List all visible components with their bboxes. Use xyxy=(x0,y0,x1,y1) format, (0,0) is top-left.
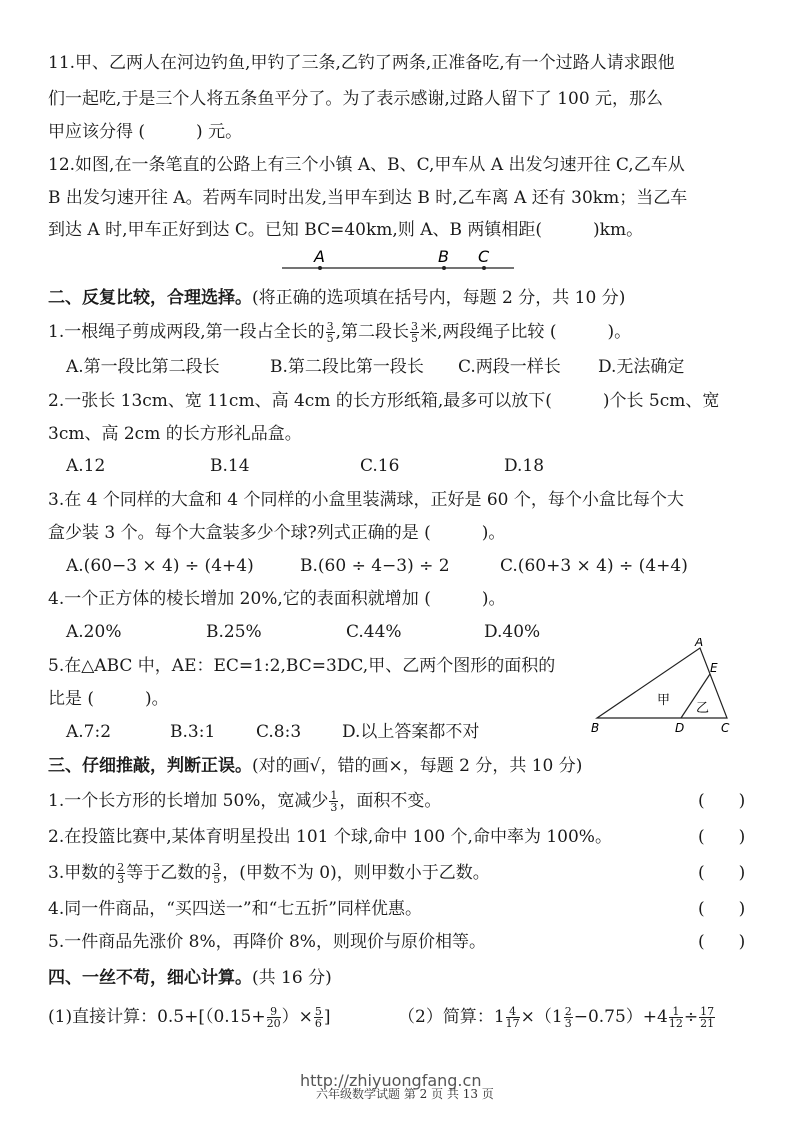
q2-4-option-b: B.25% xyxy=(206,622,262,642)
q2-4-option-a: A.20% xyxy=(66,622,122,642)
section3-heading xyxy=(48,755,582,777)
q2-3-option-b: B.(60 ÷ 4−3) ÷ 2 xyxy=(300,556,450,576)
q2-1-fraction-2-num: 3 xyxy=(411,320,419,333)
calc2-part2: ×（1 xyxy=(520,1007,563,1027)
triangle-label-yi: 乙 xyxy=(696,701,710,716)
q3-3-stem xyxy=(48,862,490,885)
q2-4-line1: 4.一个正方体的棱长增加 20%,它的表面积就增加 ( )。 xyxy=(48,589,506,609)
q3-4-line: 4.同一件商品，“买四送一”和“七五折”同样优惠。 xyxy=(48,899,422,919)
road-figure xyxy=(270,244,520,276)
calc1-fraction-1 xyxy=(267,1006,281,1029)
calc2-fraction-4-den: 21 xyxy=(700,1017,715,1030)
calc2-fraction-1-den: 17 xyxy=(505,1017,520,1030)
road-label-a: A xyxy=(314,247,325,266)
q2-5-line2: 比是 ( )。 xyxy=(48,689,169,709)
q3-1-fraction-den: 3 xyxy=(330,801,338,814)
q2-3-option-a: A.(60−3 × 4) ÷ (4+4) xyxy=(66,556,254,576)
q11-line1: 11.甲、乙两人在河边钓鱼,甲钓了三条,乙钓了两条,正准备吃,有一个过路人请求跟他 xyxy=(48,53,675,73)
road-label-b: B xyxy=(438,247,449,266)
q2-1-fraction-2-den: 5 xyxy=(411,332,419,345)
q3-3-part1: 3.甲数的 xyxy=(48,863,116,883)
q2-1-part1: 1.一根绳子剪成两段,第一段占全长的 xyxy=(48,322,325,342)
q2-3-line1: 3.在 4 个同样的大盒和 4 个同样的小盒里装满球，正好是 60 个，每个小盒比每个大 xyxy=(48,490,684,510)
triangle-label-jia: 甲 xyxy=(657,693,671,708)
q2-2-line1: 2.一张长 13cm、宽 11cm、高 4cm 的长方形纸箱,最多可以放下( )个长 5cm、宽 xyxy=(48,391,720,411)
calc2-fraction-4-num: 17 xyxy=(700,1005,715,1018)
q2-5-option-d: D.以上答案都不对 xyxy=(342,722,480,742)
q12-line2: B 出发匀速开往 A。若两车同时出发,当甲车到达 B 时,乙车离 A 还有 30km；当乙车 xyxy=(48,188,688,208)
calc1-part3: ] xyxy=(323,1007,331,1027)
q2-3-line2: 盒少装 3 个。每个大盒装多少个球?列式正确的是 ( )。 xyxy=(48,523,506,543)
section3-note: (对的画√，错的画×，每题 2 分，共 10 分) xyxy=(252,756,583,776)
q2-1-fraction-1-num: 3 xyxy=(326,320,334,333)
q2-5-option-a: A.7:2 xyxy=(66,722,112,742)
q3-5-answer-paren[interactable]: ( ) xyxy=(698,932,746,952)
calc1-fraction-2-den: 6 xyxy=(314,1017,322,1030)
q2-1-option-c: C.两段一样长 xyxy=(458,357,561,377)
section4-note: (共 16 分) xyxy=(252,968,332,988)
triangle-label-a: A xyxy=(695,638,704,649)
q2-1-fraction-2 xyxy=(410,321,419,344)
q3-3-part2: 等于乙数的 xyxy=(126,863,212,883)
q2-3-option-c: C.(60+3 × 4) ÷ (4+4) xyxy=(500,556,688,576)
calc1-fraction-1-den: 20 xyxy=(266,1017,281,1030)
calc1-fraction-2 xyxy=(314,1006,323,1029)
q3-2-line: 2.在投篮比赛中,某体育明星投出 101 个球,命中 100 个,命中率为 100%。 xyxy=(48,827,612,847)
q2-1-part2: ,第二段长 xyxy=(335,322,410,342)
q3-1-part2: ，面积不变。 xyxy=(339,791,442,811)
q3-3-answer-paren[interactable]: ( ) xyxy=(698,863,746,883)
q2-2-option-d: D.18 xyxy=(504,456,545,476)
q3-1-fraction xyxy=(329,790,338,813)
q2-2-option-a: A.12 xyxy=(66,456,106,476)
footer-page-number: 六年级数学试题 第 2 页 共 13 页 xyxy=(316,1087,494,1101)
q3-1-stem xyxy=(48,790,441,813)
calc2-fraction-1-num: 4 xyxy=(506,1006,520,1018)
q2-5-option-b: B.3:1 xyxy=(170,722,216,742)
q2-1-part3: 米,两段绳子比较 ( )。 xyxy=(420,322,632,342)
section3-title: 三、仔细推敲，判断正误。 xyxy=(48,756,252,776)
q3-3-fraction-2 xyxy=(212,862,221,885)
road-label-c: C xyxy=(478,247,490,266)
q2-5-line1: 5.在△ABC 中，AE：EC=1:2,BC=3DC,甲、乙两个图形的面积的 xyxy=(48,656,556,676)
triangle-label-c: C xyxy=(721,721,730,735)
triangle-label-e: E xyxy=(710,661,718,675)
q3-2-answer-paren[interactable]: ( ) xyxy=(698,827,746,847)
calc-item-1 xyxy=(48,1006,330,1029)
calc2-fraction-2 xyxy=(564,1006,573,1029)
q3-4-answer-paren[interactable]: ( ) xyxy=(698,899,746,919)
q3-3-fraction-1-den: 3 xyxy=(117,873,125,886)
calc-item-2 xyxy=(398,1006,716,1029)
section4-heading xyxy=(48,967,332,989)
calc1-fraction-2-num: 5 xyxy=(314,1005,322,1018)
calc2-fraction-1 xyxy=(506,1006,520,1029)
q3-5-line: 5.一件商品先涨价 8%，再降价 8%，则现价与原价相等。 xyxy=(48,932,486,952)
calc2-fraction-4 xyxy=(699,1006,715,1029)
q3-1-answer-paren[interactable]: ( ) xyxy=(698,791,746,811)
section2-note: (将正确的选项填在括号内，每题 2 分，共 10 分) xyxy=(252,288,626,308)
calc2-fraction-3-den: 12 xyxy=(668,1017,683,1030)
q2-1-fraction-1 xyxy=(326,321,335,344)
q3-1-fraction-num: 1 xyxy=(330,789,338,802)
q2-1-stem xyxy=(48,321,631,344)
triangle-label-d: D xyxy=(675,721,685,735)
section2-title: 二、反复比较，合理选择。 xyxy=(48,288,252,308)
q3-3-part3: ，(甲数不为 0)，则甲数小于乙数。 xyxy=(222,863,490,883)
calc1-part2: ）× xyxy=(281,1007,313,1027)
calc1-part1: (1)直接计算：0.5+[（0.15+ xyxy=(48,1007,266,1027)
calc1-fraction-1-num: 9 xyxy=(267,1006,281,1018)
calc2-part1: （2）简算：1 xyxy=(398,1007,505,1027)
q3-3-fraction-1-num: 2 xyxy=(117,861,125,874)
calc2-part4: ÷ xyxy=(683,1007,699,1027)
q11-line2: 们一起吃,于是三个人将五条鱼平分了。为了表示感谢,过路人留下了 100 元，那么 xyxy=(48,89,664,109)
q2-4-option-c: C.44% xyxy=(346,622,402,642)
q2-1-option-d: D.无法确定 xyxy=(598,357,685,377)
q2-5-option-c: C.8:3 xyxy=(256,722,302,742)
q2-2-option-b: B.14 xyxy=(210,456,250,476)
calc2-fraction-2-den: 3 xyxy=(564,1017,572,1030)
triangle-figure xyxy=(585,638,745,740)
q11-line3: 甲应该分得 ( ) 元。 xyxy=(48,122,243,142)
q2-2-option-c: C.16 xyxy=(360,456,400,476)
section4-title: 四、一丝不苟，细心计算。 xyxy=(48,968,252,988)
q12-line3: 到达 A 时,甲车正好到达 C。已知 BC=40km,则 A、B 两镇相距( )km。 xyxy=(48,220,644,240)
section2-heading xyxy=(48,287,625,309)
calc2-fraction-3 xyxy=(669,1006,683,1029)
footer-watermark-url: http://zhiyuongfang.cn xyxy=(300,1071,482,1090)
q3-3-fraction-1 xyxy=(116,862,125,885)
q12-line1: 12.如图,在一条笔直的公路上有三个小镇 A、B、C,甲车从 A 出发匀速开往 C,乙车从 xyxy=(48,155,685,175)
triangle-label-b: B xyxy=(591,721,600,735)
calc2-fraction-3-num: 1 xyxy=(669,1006,683,1018)
calc2-part3: −0.75）+4 xyxy=(573,1007,668,1027)
q2-1-option-b: B.第二段比第一段长 xyxy=(270,357,424,377)
q3-3-fraction-2-num: 3 xyxy=(213,861,221,874)
q2-2-line2: 3cm、高 2cm 的长方形礼品盒。 xyxy=(48,424,302,444)
q3-1-part1: 1.一个长方形的长增加 50%，宽减少 xyxy=(48,791,329,811)
q2-4-option-d: D.40% xyxy=(484,622,541,642)
q3-3-fraction-2-den: 5 xyxy=(213,873,221,886)
q2-1-option-a: A.第一段比第二段长 xyxy=(66,357,220,377)
q2-1-fraction-1-den: 5 xyxy=(326,332,334,345)
calc2-fraction-2-num: 2 xyxy=(564,1005,572,1018)
